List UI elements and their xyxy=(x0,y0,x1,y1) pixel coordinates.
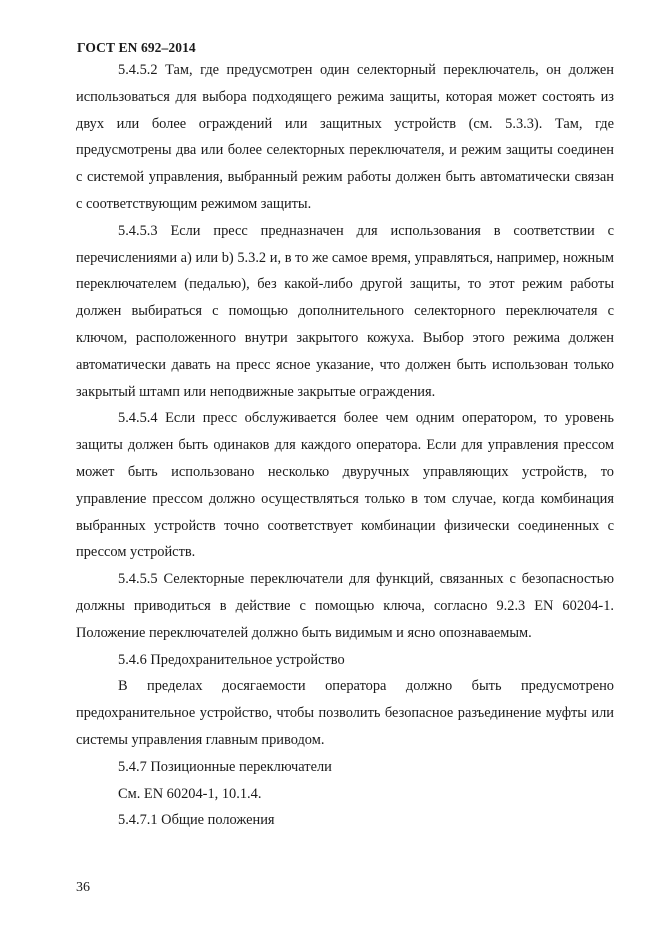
clause-5-4-6-text: В пределах досягаемости оператора должно быть предусмотрено предохранительное устройство, чтобы позволить безопасное разъединение муфты или системы управления главным приводом. xyxy=(76,678,614,748)
clause-5-4-7-reference: См. EN 60204-1, 10.1.4. xyxy=(118,785,262,802)
clause-5-4-5-2: 5.4.5.2 Там, где предусмотрен один селекторный переключатель, он должен использоваться для выбора подходящего режима защиты, которая может состоять из двух или более ограждений или защитных устройств (см. 5.3.3). Там, где предусмотрены два или более селекторных переключателя, и режим защиты соединен с системой управления, выбранный режим работы должен быть автоматически связан с соответствующим режимом защиты. xyxy=(76,62,614,212)
clause-5-4-5-4: 5.4.5.4 Если пресс обслуживается более чем одним оператором, то уровень защиты должен быть одинаков для каждого оператора. Если для управления прессом может быть использовано несколько двуручных управляющих устройств, то управление прессом должно осуществляться только в том случае, когда комбинация выбранных устройств точно соответствует комбинации физически соединенных с прессом устройств. xyxy=(76,410,614,561)
clause-5-4-5-3: 5.4.5.3 Если пресс предназначен для использования в соответствии с перечислениями а) или b) 5.3.2 и, в то же самое время, управляться, например, ножным переключателем (педалью), без какой-либо другой защиты, то этот режим работы должен выбираться с помощью дополнительного селекторного переключателя с ключом, расположенного внутри закрытого кожуха. Выбор этого режима должен автоматически давать на пресс ясное указание, что должен быть использован только закрытый штамп или неподвижные закрытые ограждения. xyxy=(76,222,614,400)
section-heading-5-4-7-1: 5.4.7.1 Общие положения xyxy=(118,812,275,829)
section-heading-5-4-6: 5.4.6 Предохранительное устройство xyxy=(118,651,345,668)
document-body xyxy=(76,57,614,834)
section-heading-5-4-7: 5.4.7 Позиционные переключатели xyxy=(118,758,332,775)
clause-5-4-5-5: 5.4.5.5 Селекторные переключатели для функций, связанных с безопасностью должны приводиться в действие с помощью ключа, согласно 9.2.3 EN 60204-1. Положение переключателей должно быть видимым и ясно опознаваемым. xyxy=(76,571,614,641)
page-number: 36 xyxy=(76,880,90,895)
document-code-header: ГОСТ EN 692–2014 xyxy=(77,40,196,55)
